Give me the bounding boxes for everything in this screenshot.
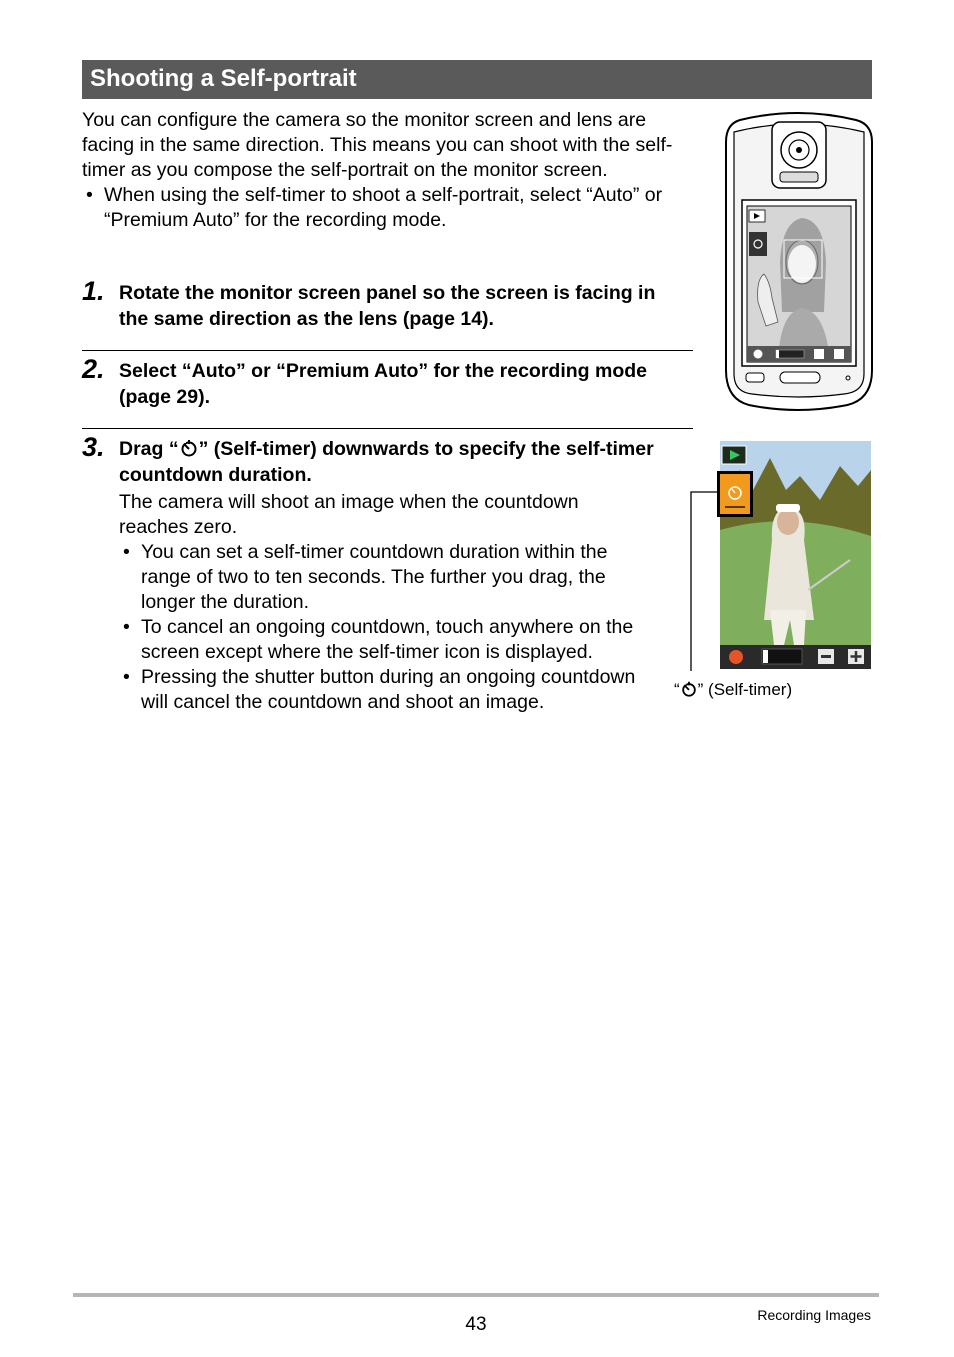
figure-caption	[674, 680, 792, 700]
step-2-number: 2.	[82, 354, 105, 384]
intro-block	[82, 108, 682, 233]
intro-paragraph: You can configure the camera so the monitor screen and lens are facing in the same direction. This means you can shoot with the self-timer as you compose the self-portrait on the monitor screen.	[82, 109, 673, 181]
caption-label: ” (Self-timer)	[697, 680, 793, 699]
step-3-paragraph: The camera will shoot an image when the countdown reaches zero.	[119, 491, 579, 538]
step-2-text: Select “Auto” or “Premium Auto” for the recording mode (page 29).	[119, 360, 647, 408]
self-timer-screen-illustration	[690, 440, 875, 672]
step-3-number: 3.	[82, 432, 105, 462]
self-timer-icon	[179, 438, 199, 458]
footer-rule	[73, 1293, 879, 1297]
step-divider	[82, 428, 693, 429]
section-title: Shooting a Self-portrait	[90, 65, 357, 92]
step-3-text-before: Drag “	[119, 438, 179, 460]
step-3-body	[119, 490, 639, 715]
camera-selfportrait-illustration	[722, 112, 874, 412]
step-1-number: 1.	[82, 276, 105, 306]
step-3-text	[119, 436, 659, 488]
step-3-bullet: • You can set a self-timer countdown duration within the range of two to ten seconds. The further you drag, the longer the duration.	[119, 540, 639, 615]
step-3-bullet: • Pressing the shutter button during an ongoing countdown will cancel the countdown and shoot an image.	[119, 665, 639, 715]
page-number: 43	[465, 1314, 487, 1335]
step-divider	[82, 350, 693, 351]
section-header	[82, 60, 872, 99]
step-1-text: Rotate the monitor screen panel so the screen is facing in the same direction as the lens (page 14).	[119, 282, 656, 330]
caption-quote-open: “	[674, 680, 680, 699]
step-3-text-after: ” (Self-timer) downwards to specify the self-timer countdown duration.	[119, 438, 654, 486]
chapter-label: Recording Images	[757, 1307, 871, 1323]
intro-bullet: • When using the self-timer to shoot a self-portrait, select “Auto” or “Premium Auto” for the recording mode.	[82, 183, 682, 233]
step-3-bullet: • To cancel an ongoing countdown, touch anywhere on the screen except where the self-timer icon is displayed.	[119, 615, 639, 665]
self-timer-icon	[680, 680, 698, 698]
